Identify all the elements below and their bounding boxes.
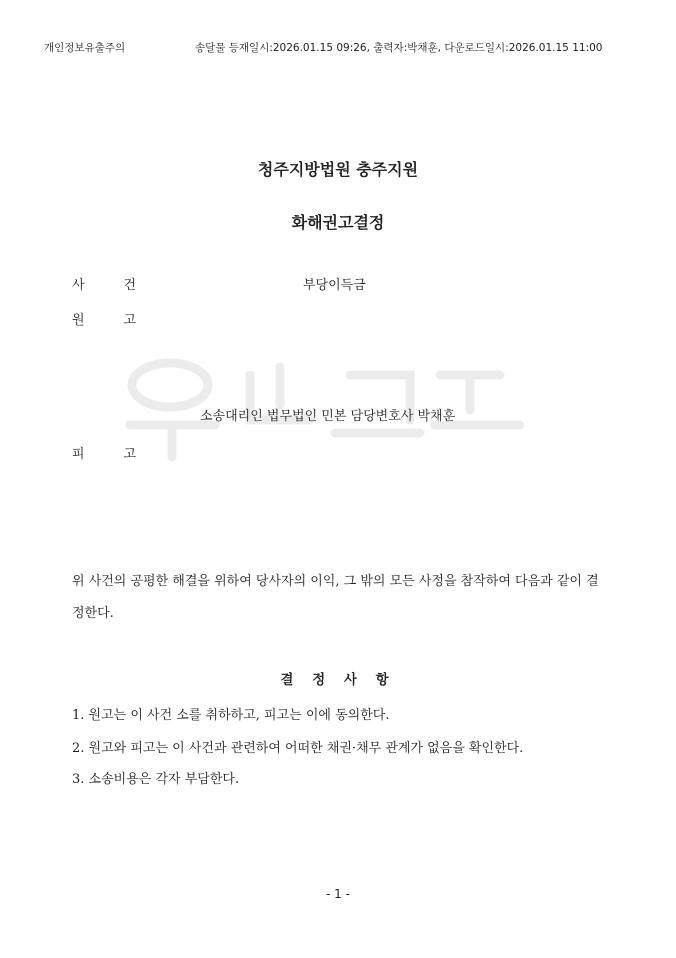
plaintiff-label: 원 고 xyxy=(72,313,137,328)
decision-preamble: 위 사건의 공평한 해결을 위하여 당사자의 이익, 그 밖의 모든 사정을 참작하여 다음과 같이 결정한다. xyxy=(72,574,599,621)
court-name: 청주지방법원 충주지원 xyxy=(257,160,419,179)
decision-item-2: 2. 원고와 피고는 이 사건과 관련하여 어떠한 채권·채무 관계가 없음을 확인한다. xyxy=(72,741,524,756)
plaintiff-attorney: 소송대리인 법무법인 민본 담당변호사 박채훈 xyxy=(200,409,456,424)
page-number: - 1 - xyxy=(326,887,350,901)
privacy-warning-label: 개인정보유출주의 xyxy=(44,42,126,54)
case-name: 부당이득금 xyxy=(303,278,366,293)
decision-item-1: 1. 원고는 이 사건 소를 취하하고, 피고는 이에 동의한다. xyxy=(72,708,390,723)
decision-item-3: 3. 소송비용은 각자 부담한다. xyxy=(72,772,240,787)
delivery-metadata: 송달물 등재일시:2026.01.15 09:26, 출력자:박채훈, 다운로드일시:2026.01.15 11:00 xyxy=(195,42,603,54)
document-title: 화해권고결정 xyxy=(291,213,385,232)
case-label: 사 건 xyxy=(72,278,137,293)
decision-items-heading: 결 정 사 항 xyxy=(280,672,396,688)
defendant-label: 피 고 xyxy=(72,447,137,462)
